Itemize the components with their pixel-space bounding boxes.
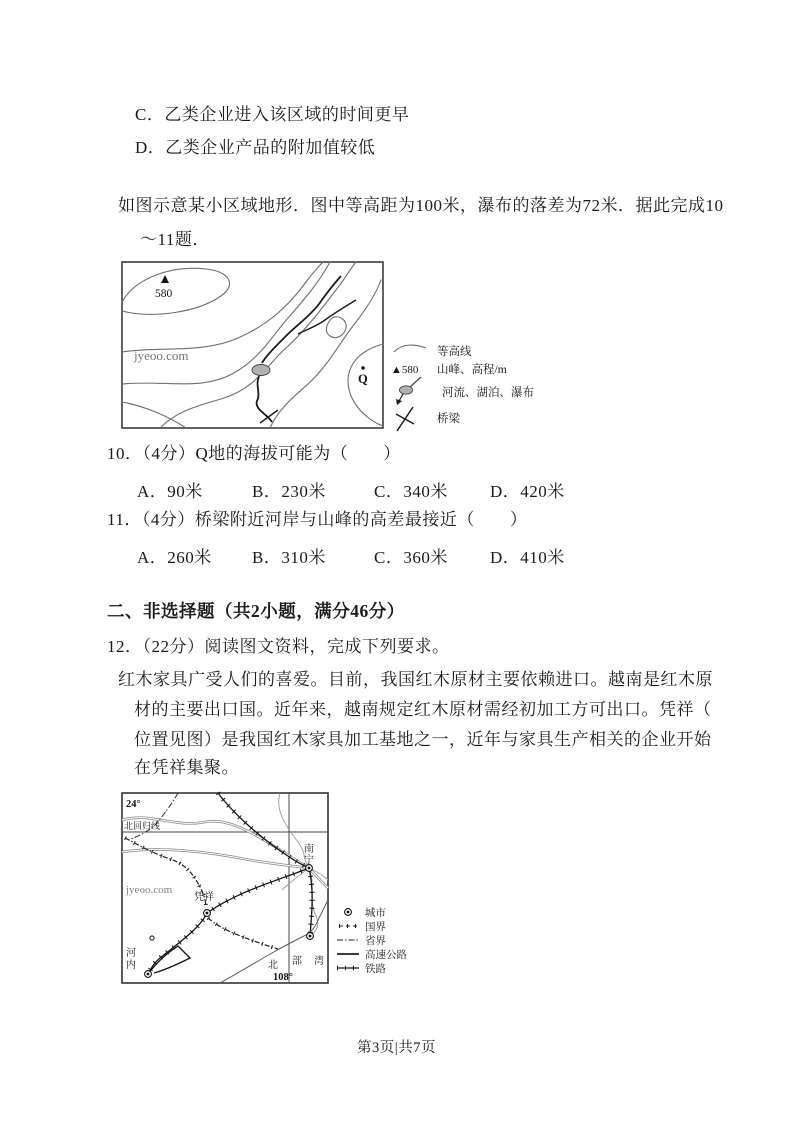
figure-topographic-map xyxy=(120,256,580,434)
legend-label-national-border: 国界 xyxy=(365,922,386,933)
legend-label-city: 城市 xyxy=(365,908,386,919)
legend-label-expressway: 高速公路 xyxy=(365,950,407,961)
city-hanoi-icon xyxy=(145,971,152,978)
region-map-svg xyxy=(120,790,480,990)
stem-q10-11-line1: 如图示意某小区域地形．图中等高距为100米，瀑布的落差为72米．据此完成10 xyxy=(118,196,724,215)
q12-material-line1: 红木家具广受人们的喜爱。目前，我国红木原材主要依赖进口。越南是红木原 xyxy=(118,670,713,689)
option-c-prev-question: C．乙类企业进入该区域的时间更早 xyxy=(135,105,410,124)
question-10-options xyxy=(0,477,793,499)
legend-label-bridge: 桥梁 xyxy=(437,413,460,425)
q11-option-b: B．310米 xyxy=(252,548,326,567)
region-map-legend xyxy=(337,906,407,975)
river-lake-waterfall-legend-icon xyxy=(396,377,421,405)
hanoi-label-2: 内 xyxy=(126,960,136,971)
question-11-options xyxy=(0,543,793,565)
legend-label-railway: 铁路 xyxy=(365,964,386,975)
q11-option-c: C．360米 xyxy=(374,548,448,567)
contour-lines xyxy=(122,262,383,428)
gulf-label-2: 部 xyxy=(292,956,302,967)
map-frame xyxy=(122,262,383,428)
q12-material-line3: 位置见图）是我国红木家具加工基地之一，近年与家具生产相关的企业开始 xyxy=(134,730,712,749)
q10-option-d: D．420米 xyxy=(490,482,565,501)
hanoi-label-1: 河 xyxy=(126,948,136,959)
lake xyxy=(252,365,270,376)
point-q xyxy=(358,366,368,386)
city-pingxiang-icon xyxy=(204,910,211,917)
nanning-label-2: 宁 xyxy=(304,855,314,866)
town-icon xyxy=(150,936,154,940)
peak-triangle-icon xyxy=(161,275,169,283)
contour-legend-icon xyxy=(394,345,426,352)
question-10-stem: 10．（4分）Q地的海拔可能为（ ） xyxy=(107,444,401,463)
peak-legend-icon: ▲580 xyxy=(391,364,419,376)
peak-elevation-label: 580 xyxy=(155,288,173,300)
question-12-stem: 12．（22分）阅读图文资料，完成下列要求。 xyxy=(107,637,450,656)
watermark-text: jyeoo.com xyxy=(126,884,173,896)
q10-option-b: B．230米 xyxy=(252,482,326,501)
point-q-label: Q xyxy=(358,372,368,386)
page-number: 第3页|共7页 xyxy=(357,1040,436,1056)
point-q-dot xyxy=(361,366,364,369)
tropic-label: 北回归线 xyxy=(124,821,161,831)
nanning-label-1: 南 xyxy=(304,844,314,855)
q10-option-a: A．90米 xyxy=(137,482,203,501)
river-lower xyxy=(257,376,272,422)
bridge-legend-icon xyxy=(396,407,414,431)
question-11-stem: 11．（4分）桥梁附近河岸与山峰的高差最接近（ ） xyxy=(107,510,528,529)
option-d-prev-question: D．乙类企业产品的附加值较低 xyxy=(135,138,376,157)
railways xyxy=(148,793,312,974)
gulf-label-3: 湾 xyxy=(314,956,324,967)
river-upper xyxy=(262,276,341,363)
legend-label-river: 河流、湖泊、瀑布 xyxy=(442,387,534,399)
city-coastal-icon xyxy=(307,933,314,940)
section-2-title: 二、非选择题（共2小题，满分46分） xyxy=(107,601,405,621)
pingxiang-label: 凭祥 xyxy=(194,892,214,903)
latitude-label: 24° xyxy=(126,799,141,810)
q11-option-d: D．410米 xyxy=(490,548,565,567)
peak-marker xyxy=(155,275,173,300)
stem-q10-11-line2: ～11题． xyxy=(140,230,210,249)
legend-label-provincial-border: 省界 xyxy=(365,936,386,947)
q12-material-line2: 材的主要出口国。近年来，越南规定红木原材需经初加工方可出口。凭祥（ xyxy=(134,700,712,719)
city-markers xyxy=(145,865,314,978)
q11-option-a: A．260米 xyxy=(137,548,212,567)
q10-option-c: C．340米 xyxy=(374,482,448,501)
city-legend-icon xyxy=(345,909,352,916)
longitude-label: 108° xyxy=(273,972,293,983)
legend-label-peak: 山峰、高程/m xyxy=(437,364,507,376)
watermark-text: jyeoo.com xyxy=(134,348,189,363)
figure-region-map xyxy=(120,790,480,990)
topo-legend xyxy=(391,344,534,431)
gulf-label-1: 北 xyxy=(268,960,278,971)
legend-label-contour: 等高线 xyxy=(437,346,472,358)
q12-material-line4: 在凭祥集聚。 xyxy=(134,758,239,777)
topographic-map-svg xyxy=(120,256,580,434)
river-and-lake xyxy=(252,276,356,423)
